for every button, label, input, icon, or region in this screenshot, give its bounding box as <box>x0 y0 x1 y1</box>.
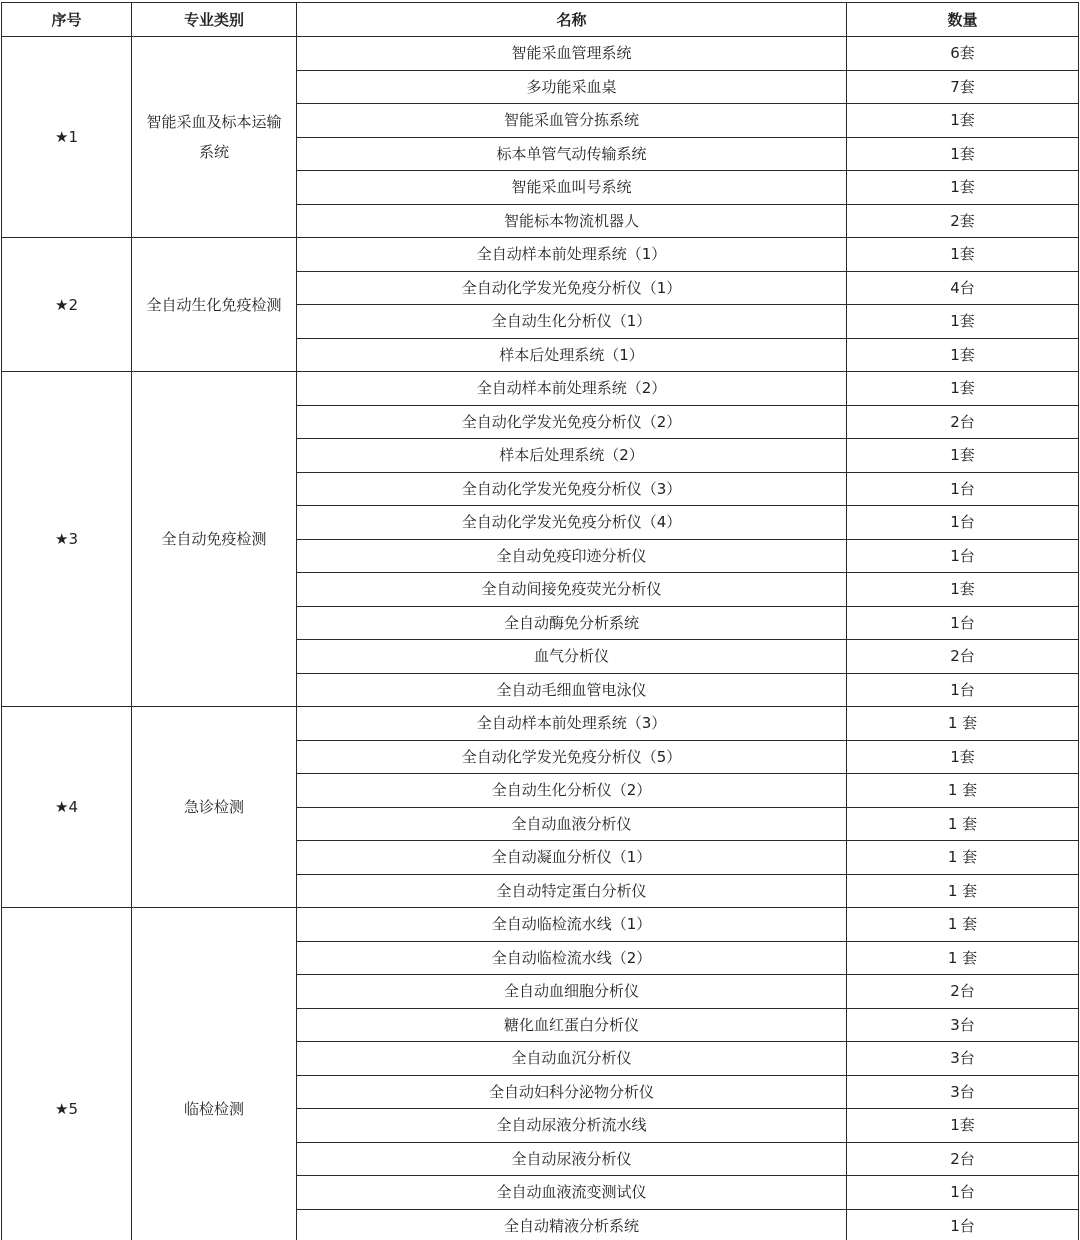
item-quantity: 4台 <box>847 271 1079 305</box>
item-name: 全自动化学发光免疫分析仪（1） <box>297 271 847 305</box>
item-name: 多功能采血桌 <box>297 70 847 104</box>
group-seq: ★1 <box>2 37 132 238</box>
item-quantity: 1 套 <box>847 874 1079 908</box>
item-quantity: 2台 <box>847 405 1079 439</box>
item-quantity: 1 套 <box>847 707 1079 741</box>
group-seq: ★5 <box>2 908 132 1240</box>
item-quantity: 1套 <box>847 439 1079 473</box>
header-category: 专业类别 <box>132 3 297 37</box>
item-quantity: 1 套 <box>847 841 1079 875</box>
table-row <box>2 908 1079 942</box>
item-quantity: 1台 <box>847 506 1079 540</box>
item-name: 全自动精液分析系统 <box>297 1209 847 1240</box>
group-seq: ★4 <box>2 707 132 908</box>
item-quantity: 7套 <box>847 70 1079 104</box>
item-name: 全自动血液分析仪 <box>297 807 847 841</box>
item-name: 全自动化学发光免疫分析仪（5） <box>297 740 847 774</box>
group-category-label: 急诊检测 <box>183 798 244 816</box>
item-quantity: 1 套 <box>847 807 1079 841</box>
group-category <box>132 707 297 908</box>
item-quantity: 1套 <box>847 171 1079 205</box>
item-name: 全自动样本前处理系统（1） <box>297 238 847 272</box>
table-row <box>2 707 1079 741</box>
item-quantity: 3台 <box>847 1008 1079 1042</box>
group-seq: ★2 <box>2 238 132 372</box>
item-quantity: 1套 <box>847 1109 1079 1143</box>
item-quantity: 6套 <box>847 37 1079 71</box>
item-quantity: 1套 <box>847 104 1079 138</box>
item-name: 血气分析仪 <box>297 640 847 674</box>
item-quantity: 2套 <box>847 204 1079 238</box>
group-category <box>132 372 297 707</box>
item-quantity: 1套 <box>847 305 1079 339</box>
item-quantity: 1台 <box>847 1209 1079 1240</box>
item-quantity: 1套 <box>847 573 1079 607</box>
item-quantity: 2台 <box>847 1142 1079 1176</box>
item-name: 全自动样本前处理系统（2） <box>297 372 847 406</box>
item-name: 全自动临检流水线（1） <box>297 908 847 942</box>
item-quantity: 1套 <box>847 338 1079 372</box>
item-name: 全自动样本前处理系统（3） <box>297 707 847 741</box>
item-name: 全自动尿液分析流水线 <box>297 1109 847 1143</box>
item-name: 全自动毛细血管电泳仪 <box>297 673 847 707</box>
item-quantity: 1台 <box>847 606 1079 640</box>
group-category-label: 全自动生化免疫检测 <box>146 295 282 314</box>
item-quantity: 1台 <box>847 673 1079 707</box>
item-quantity: 1套 <box>847 740 1079 774</box>
item-name: 样本后处理系统（2） <box>297 439 847 473</box>
item-name: 全自动化学发光免疫分析仪（3） <box>297 472 847 506</box>
item-name: 全自动间接免疫荧光分析仪 <box>297 573 847 607</box>
item-name: 全自动免疫印迹分析仪 <box>297 539 847 573</box>
table-header-row <box>2 3 1079 37</box>
item-name: 全自动尿液分析仪 <box>297 1142 847 1176</box>
group-category <box>132 37 297 238</box>
item-quantity: 2台 <box>847 640 1079 674</box>
item-quantity: 1 套 <box>847 908 1079 942</box>
item-name: 糖化血红蛋白分析仪 <box>297 1008 847 1042</box>
table-row <box>2 372 1079 406</box>
item-name: 智能采血叫号系统 <box>297 171 847 205</box>
item-quantity: 1台 <box>847 1176 1079 1210</box>
item-quantity: 1 套 <box>847 941 1079 975</box>
item-quantity: 2台 <box>847 975 1079 1009</box>
item-name: 全自动血沉分析仪 <box>297 1042 847 1076</box>
header-seq: 序号 <box>2 3 132 37</box>
item-name: 全自动化学发光免疫分析仪（4） <box>297 506 847 540</box>
item-name: 全自动凝血分析仪（1） <box>297 841 847 875</box>
item-quantity: 1套 <box>847 137 1079 171</box>
item-name: 全自动酶免分析系统 <box>297 606 847 640</box>
group-category-label: 全自动免疫检测 <box>161 530 267 548</box>
group-category <box>132 238 297 372</box>
item-name: 全自动化学发光免疫分析仪（2） <box>297 405 847 439</box>
item-quantity: 1 套 <box>847 774 1079 808</box>
item-quantity: 1套 <box>847 372 1079 406</box>
item-quantity: 1套 <box>847 238 1079 272</box>
item-name: 样本后处理系统（1） <box>297 338 847 372</box>
group-category <box>132 908 297 1240</box>
item-name: 全自动生化分析仪（2） <box>297 774 847 808</box>
table-row <box>2 238 1079 272</box>
item-quantity: 3台 <box>847 1042 1079 1076</box>
item-quantity: 3台 <box>847 1075 1079 1109</box>
item-name: 标本单管气动传输系统 <box>297 137 847 171</box>
item-name: 智能标本物流机器人 <box>297 204 847 238</box>
header-name: 名称 <box>297 3 847 37</box>
item-name: 全自动血液流变测试仪 <box>297 1176 847 1210</box>
header-qty: 数量 <box>847 3 1079 37</box>
item-quantity: 1台 <box>847 472 1079 506</box>
item-name: 智能采血管理系统 <box>297 37 847 71</box>
group-category-label: 智能采血及标本运输系统 <box>146 113 282 161</box>
item-name: 全自动妇科分泌物分析仪 <box>297 1075 847 1109</box>
group-category-label: 临检检测 <box>183 1099 244 1118</box>
group-seq: ★3 <box>2 372 132 707</box>
item-name: 全自动生化分析仪（1） <box>297 305 847 339</box>
table-row <box>2 37 1079 71</box>
equipment-table <box>1 2 1079 1240</box>
item-name: 全自动临检流水线（2） <box>297 941 847 975</box>
table-body <box>2 37 1079 1240</box>
item-name: 智能采血管分拣系统 <box>297 104 847 138</box>
item-quantity: 1台 <box>847 539 1079 573</box>
item-name: 全自动特定蛋白分析仪 <box>297 874 847 908</box>
item-name: 全自动血细胞分析仪 <box>297 975 847 1009</box>
